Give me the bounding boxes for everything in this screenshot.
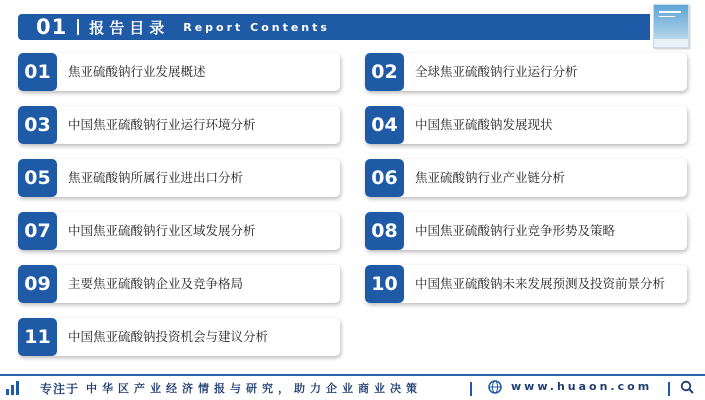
toc-item-label: 主要焦亚硫酸钠企业及竞争格局 xyxy=(68,276,244,291)
toc-item-number: 08 xyxy=(365,212,404,250)
footer xyxy=(0,376,705,400)
toc-item-04[interactable] xyxy=(365,106,687,144)
toc-item-03[interactable] xyxy=(18,106,340,144)
toc-item-02[interactable] xyxy=(365,53,687,91)
toc-item-11[interactable] xyxy=(18,318,340,356)
toc-item-label: 中国焦亚硫酸钠行业运行环境分析 xyxy=(68,117,256,132)
toc-item-number: 05 xyxy=(18,159,57,197)
toc-item-label: 焦亚硫酸钠所属行业进出口分析 xyxy=(68,170,244,185)
toc-item-number: 03 xyxy=(18,106,57,144)
toc-item-label: 中国焦亚硫酸钠未来发展预测及投资前景分析 xyxy=(415,276,666,291)
toc-item-label: 焦亚硫酸钠行业发展概述 xyxy=(68,64,206,79)
toc-item-label: 焦亚硫酸钠行业产业链分析 xyxy=(415,170,566,185)
toc-item-number: 09 xyxy=(18,265,57,303)
footer-brand: 专注于 xyxy=(40,382,80,396)
footer-separator xyxy=(470,382,472,396)
toc-item-05[interactable] xyxy=(18,159,340,197)
report-cover-icon xyxy=(653,4,689,48)
toc-item-number: 10 xyxy=(365,265,404,303)
section-title: 报告目录 xyxy=(89,18,170,37)
toc-item-number: 06 xyxy=(365,159,404,197)
toc-item-10[interactable] xyxy=(365,265,687,303)
toc-item-01[interactable] xyxy=(18,53,340,91)
toc-item-06[interactable] xyxy=(365,159,687,197)
toc-item-07[interactable] xyxy=(18,212,340,250)
toc-item-number: 07 xyxy=(18,212,57,250)
footer-slogan: 中华区产业经济情报与研究，助力企业商业决策 xyxy=(86,382,422,395)
globe-icon xyxy=(488,380,502,394)
search-icon[interactable] xyxy=(680,380,694,394)
toc-item-number: 11 xyxy=(18,318,57,356)
section-number: 01 xyxy=(36,15,68,39)
section-header xyxy=(18,14,650,40)
toc-item-label: 中国焦亚硫酸钠发展现状 xyxy=(415,117,553,132)
toc-item-label: 全球焦亚硫酸钠行业运行分析 xyxy=(415,64,578,79)
footer-website-link[interactable]: www.huaon.com xyxy=(511,380,653,393)
toc-item-number: 04 xyxy=(365,106,404,144)
header-divider xyxy=(77,19,79,35)
section-subtitle: Report Contents xyxy=(183,20,330,34)
bar-chart-icon xyxy=(6,380,36,396)
toc-item-08[interactable] xyxy=(365,212,687,250)
toc-item-number: 01 xyxy=(18,53,57,91)
footer-separator xyxy=(668,382,670,396)
toc-item-label: 中国焦亚硫酸钠投资机会与建议分析 xyxy=(68,329,269,344)
toc-item-number: 02 xyxy=(365,53,404,91)
toc-item-label: 中国焦亚硫酸钠行业区域发展分析 xyxy=(68,223,256,238)
toc-item-09[interactable] xyxy=(18,265,340,303)
toc-item-label: 中国焦亚硫酸钠行业竞争形势及策略 xyxy=(415,223,616,238)
